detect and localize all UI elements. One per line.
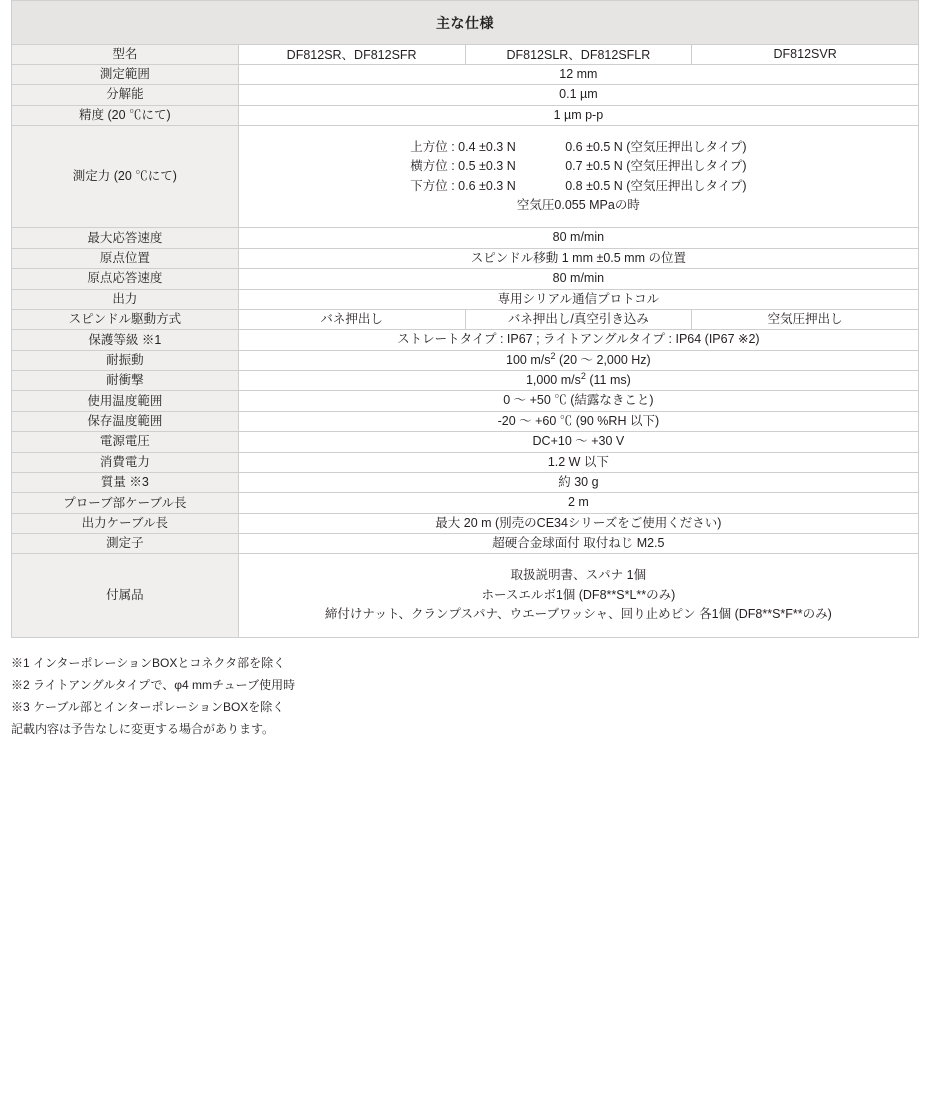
row-label: 測定子 (12, 534, 239, 554)
row-label: 測定力 (20 ℃にて) (12, 125, 239, 228)
row-label: 出力 (12, 289, 239, 309)
table-row (12, 105, 919, 125)
footnote-2: ※2 ライトアングルタイプで、φ4 mmチューブ使用時 (11, 677, 296, 692)
model-name-1: DF812SR、DF812SFR (238, 45, 465, 65)
force-line-2-b: 0.7 ±0.5 N (空気圧押出しタイプ) (565, 159, 747, 174)
force-line-1-b: 0.6 ±0.5 N (空気圧押出しタイプ) (565, 139, 747, 154)
row-label: 保存温度範囲 (12, 411, 239, 431)
row-value: 最大 20 m (別売のCE34シリーズをご使用ください) (238, 513, 918, 533)
row-value: 2 m (238, 493, 918, 513)
table-row (12, 64, 919, 84)
table-row (12, 371, 919, 391)
row-value: 80 m/min (238, 228, 918, 248)
force-line-3-a: 下方位 : 0.6 ±0.3 N (410, 178, 516, 193)
row-value: 約 30 g (238, 472, 918, 492)
row-value: 専用シリアル通信プロトコル (238, 289, 918, 309)
row-value: 1 µm p-p (238, 105, 918, 125)
model-name-3: DF812SVR (692, 45, 919, 65)
row-value: 0.1 µm (238, 85, 918, 105)
table-title: 主な仕様 (12, 1, 919, 45)
row-label: 保護等級 ※1 (12, 330, 239, 350)
row-value: 12 mm (238, 64, 918, 84)
row-label: 精度 (20 ℃にて) (12, 105, 239, 125)
row-value-shock (238, 371, 918, 391)
vibration-pre: 100 m/s (506, 352, 551, 367)
row-label: 電源電圧 (12, 432, 239, 452)
table-row (12, 330, 919, 350)
accessory-line-1: 取扱説明書、スパナ 1個 (510, 568, 647, 583)
table-row (12, 432, 919, 452)
row-value: 1.2 W 以下 (238, 452, 918, 472)
footnotes (11, 652, 919, 741)
force-note: 空気圧0.055 MPaの時 (516, 198, 640, 212)
row-value-vibration (238, 350, 918, 370)
table-row (12, 85, 919, 105)
accessory-line-3: 締付けナット、クランプスパナ、ウエーブワッシャ、回り止めピン 各1個 (DF8**S*F**のみ) (324, 607, 832, 622)
row-label: 耐振動 (12, 350, 239, 370)
force-line-3-b: 0.8 ±0.5 N (空気圧押出しタイプ) (565, 178, 747, 193)
table-row (12, 391, 919, 411)
force-line-3 (410, 179, 746, 193)
footnote-3: ※3 ケーブル部とインターポレーションBOXを除く (11, 699, 285, 714)
specifications-table (11, 0, 919, 638)
table-row (12, 411, 919, 431)
table-row (12, 513, 919, 533)
table-row (12, 228, 919, 248)
force-line-1 (410, 140, 746, 154)
table-row (12, 534, 919, 554)
accessory-line-2: ホースエルボ1個 (DF8**S*L**のみ) (481, 587, 676, 602)
shock-pre: 1,000 m/s (525, 373, 581, 387)
row-value-drive-2: バネ押出し/真空引き込み (465, 309, 692, 329)
footnote-disclaimer: 記載内容は予告なしに変更する場合があります。 (11, 722, 275, 737)
vibration-post: (20 ～ 2,000 Hz) (555, 352, 651, 367)
row-label: 出力ケーブル長 (12, 513, 239, 533)
force-line-2 (410, 159, 746, 173)
table-row (12, 350, 919, 370)
table-row (12, 248, 919, 268)
row-value: ストレートタイプ : IP67 ; ライトアングルタイプ : IP64 (IP67 ※2) (238, 330, 918, 350)
row-label: 最大応答速度 (12, 228, 239, 248)
row-label: 質量 ※3 (12, 472, 239, 492)
table-row (12, 472, 919, 492)
row-label: 分解能 (12, 85, 239, 105)
footnote-1: ※1 インターポレーションBOXとコネクタ部を除く (11, 655, 286, 670)
row-value: 超硬合金球面付 取付ねじ M2.5 (238, 534, 918, 554)
model-name-2: DF812SLR、DF812SFLR (465, 45, 692, 65)
row-value: -20 ～ +60 ℃ (90 %RH 以下) (238, 411, 918, 431)
table-row (12, 493, 919, 513)
force-line-2-a: 横方位 : 0.5 ±0.3 N (410, 159, 516, 174)
row-value: DC+10 ～ +30 V (238, 432, 918, 452)
row-label: 耐衝撃 (12, 371, 239, 391)
table-row (12, 309, 919, 329)
row-label: 測定範囲 (12, 64, 239, 84)
row-label: 原点位置 (12, 248, 239, 268)
row-value-drive-1: バネ押出し (238, 309, 465, 329)
row-value-measuring-force (238, 125, 918, 228)
table-row (12, 289, 919, 309)
table-row (12, 125, 919, 228)
row-label: 型名 (12, 45, 239, 65)
vibration-sup: 2 (550, 350, 556, 361)
table-title-row (12, 1, 919, 45)
row-label: 使用温度範囲 (12, 391, 239, 411)
force-line-1-a: 上方位 : 0.4 ±0.3 N (410, 139, 516, 154)
table-row (12, 554, 919, 637)
row-label: 消費電力 (12, 452, 239, 472)
row-label: プローブ部ケーブル長 (12, 493, 239, 513)
row-value-drive-3: 空気圧押出し (692, 309, 919, 329)
shock-post: (11 ms) (585, 373, 631, 387)
row-value: スピンドル移動 1 mm ±0.5 mm の位置 (238, 248, 918, 268)
row-label: 原点応答速度 (12, 269, 239, 289)
shock-sup: 2 (580, 370, 586, 381)
table-row (12, 45, 919, 65)
row-value: 0 ～ +50 ℃ (結露なきこと) (238, 391, 918, 411)
row-value-accessories (238, 554, 918, 637)
table-row (12, 452, 919, 472)
row-label: スピンドル駆動方式 (12, 309, 239, 329)
row-label: 付属品 (12, 554, 239, 637)
row-value: 80 m/min (238, 269, 918, 289)
table-row (12, 269, 919, 289)
